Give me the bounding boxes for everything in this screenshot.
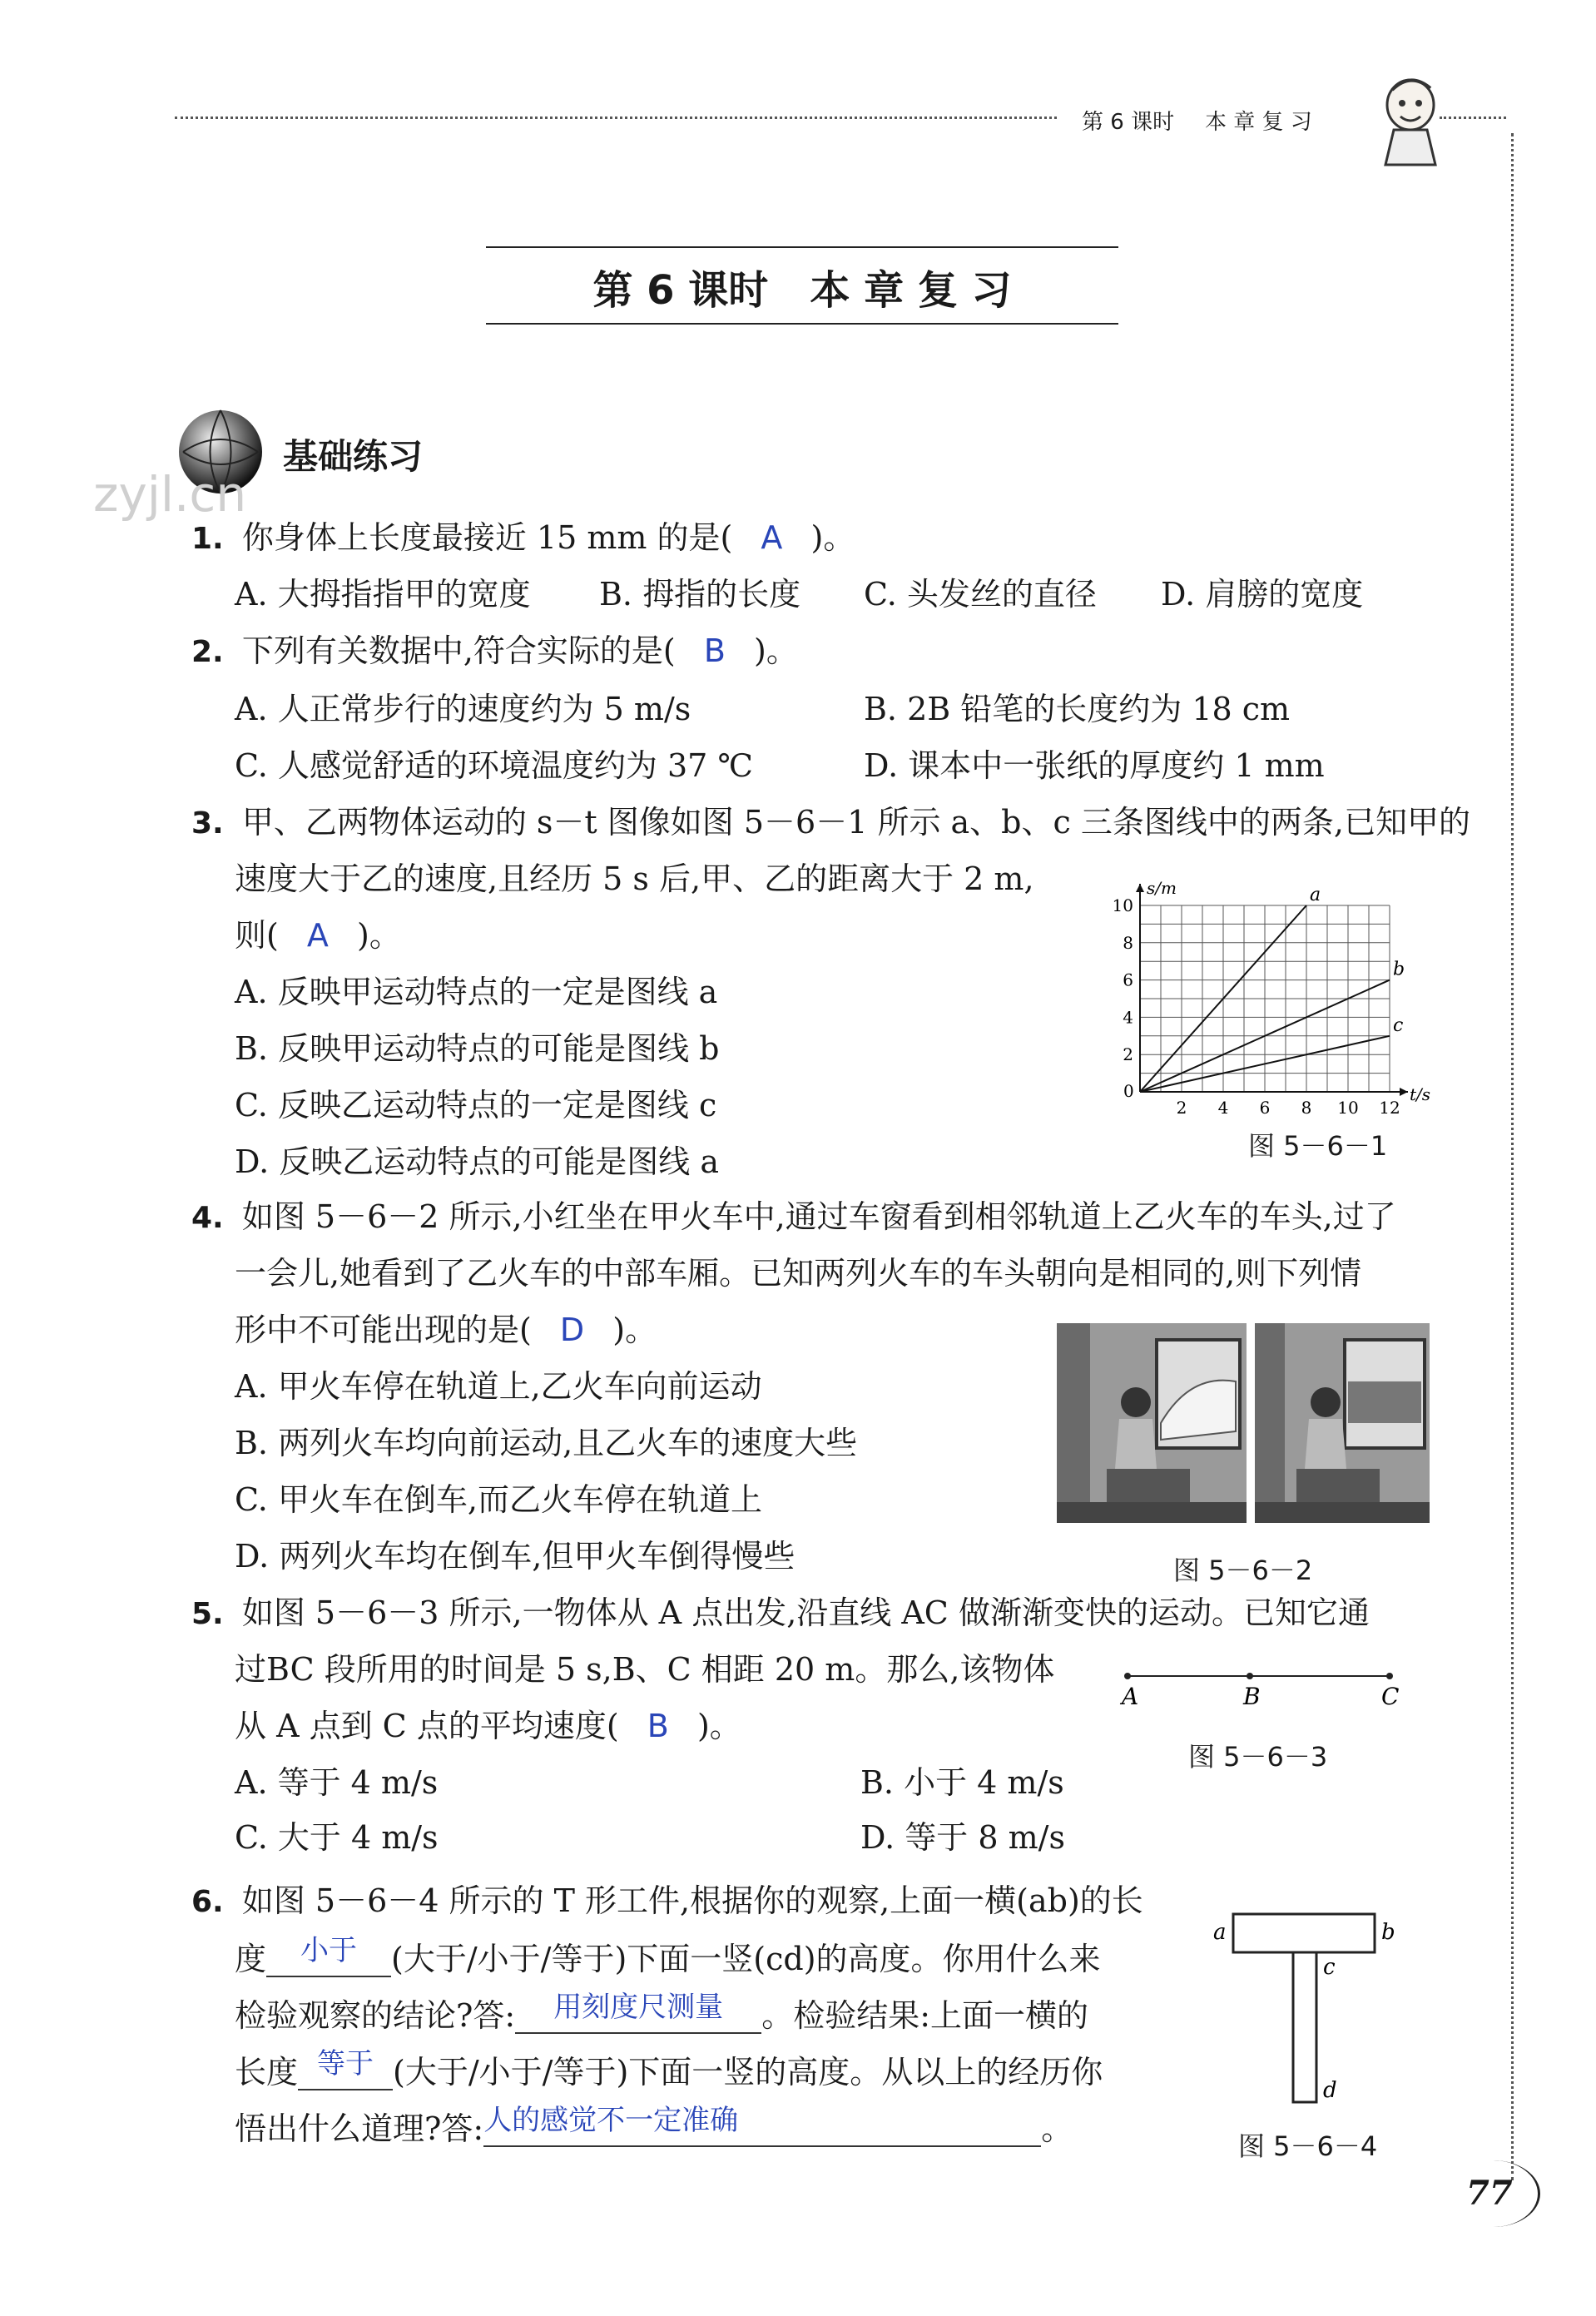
q3-line-1: [191, 804, 1470, 842]
q6-line-1: [191, 1882, 1143, 1921]
q6-answer-4: 人的感觉不一定准确: [483, 2104, 739, 2137]
q4-text-1: 如图 5－6－2 所示,小红坐在甲火车中,通过车窗看到相邻轨道上乙火车的车头,过了: [241, 1198, 1396, 1235]
x-tick-label: 8: [1301, 1098, 1312, 1115]
label-a: a: [1213, 1920, 1227, 1945]
label-c: c: [1323, 1955, 1336, 1980]
series-label-b: b: [1393, 959, 1405, 980]
q5-line-3: [235, 1708, 741, 1744]
q4-answer: D: [559, 1312, 585, 1348]
q2-option-b: B. 2B 铅笔的长度约为 18 cm: [864, 691, 1291, 727]
q6-blank-1: [266, 1934, 391, 1977]
q3-answer: A: [306, 917, 329, 954]
x-tick-label: 4: [1217, 1098, 1229, 1115]
watermark: zyjl.cn: [93, 466, 247, 523]
q1-option-c: C. 头发丝的直径: [864, 576, 1097, 612]
point-c-label: C: [1381, 1683, 1400, 1710]
header-topic: 本 章 复 习: [1205, 110, 1312, 135]
q6-text-5b: 。: [1041, 2110, 1073, 2147]
q4-option-a: A. 甲火车停在轨道上,乙火车向前运动: [235, 1368, 762, 1405]
train-window-photo-2: [1255, 1323, 1430, 1523]
q3-line-2: 速度大于乙的速度,且经历 5 s 后,甲、乙的距离大于 2 m,: [235, 860, 1034, 897]
mascot-icon: [1361, 65, 1460, 173]
q3-line-3: [235, 917, 401, 954]
page-title: 第 6 课时 本 章 复 习: [592, 267, 1012, 314]
q3-text-3b: )。: [357, 917, 401, 954]
q6-text-3b: 。检验结果:上面一横的: [761, 1997, 1088, 2034]
q6-answer-2: 用刻度尺测量: [553, 1991, 724, 2024]
right-margin-rule: [1511, 133, 1514, 2180]
q1-option-b: B. 拇指的长度: [599, 576, 801, 612]
q6-blank-2: [515, 1991, 761, 2034]
q4-line-1: [191, 1198, 1396, 1237]
section-title: 基础练习: [283, 436, 424, 477]
x-tick-label: 2: [1176, 1098, 1187, 1115]
q2-answer: B: [703, 632, 726, 669]
q2-option-a: A. 人正常步行的速度约为 5 m/s: [235, 691, 691, 727]
y-tick-label: 8: [1123, 932, 1133, 953]
point-a-label: A: [1122, 1683, 1139, 1710]
origin-label: 0: [1123, 1081, 1134, 1101]
q5-text-3a: 从 A 点到 C 点的平均速度(: [235, 1708, 619, 1744]
q1-answer: A: [761, 519, 783, 556]
y-axis-arrow: [1136, 884, 1144, 892]
q5-text-1: 如图 5－6－3 所示,一物体从 A 点出发,沿直线 AC 做渐渐变快的运动。已知它通: [241, 1594, 1370, 1631]
label-d: d: [1323, 2078, 1337, 2103]
q6-text-3a: 检验观察的结论?答:: [235, 1997, 516, 2034]
title-rule-top: [486, 246, 1118, 248]
st-graph-chart: [1098, 865, 1448, 1115]
q3-option-b: B. 反映甲运动特点的可能是图线 b: [235, 1030, 720, 1067]
q5-option-a: A. 等于 4 m/s: [235, 1764, 439, 1801]
q6-blank-4: [483, 2104, 1041, 2147]
q2-stem: [191, 632, 798, 671]
q2-option-c: C. 人感觉舒适的环境温度约为 37 ℃: [235, 747, 753, 784]
q3-option-a: A. 反映甲运动特点的一定是图线 a: [235, 974, 718, 1010]
q6-line-2: [235, 1934, 1101, 1977]
q2-option-d: D. 课本中一张纸的厚度约 1 mm: [864, 747, 1325, 784]
q3-option-d: D. 反映乙运动特点的可能是图线 a: [235, 1143, 720, 1180]
q5-answer: B: [647, 1708, 669, 1744]
q5-text-3b: )。: [696, 1708, 741, 1744]
point-b-label: B: [1243, 1683, 1261, 1710]
x-tick-label: 6: [1259, 1098, 1271, 1115]
q6-line-5: [235, 2104, 1073, 2147]
y-axis-label: s/m: [1147, 878, 1177, 898]
page-number: 77: [1466, 2174, 1513, 2213]
q4-text-3a: 形中不可能出现的是(: [235, 1312, 532, 1348]
q4-number: 4.: [191, 1201, 224, 1235]
q5-number: 5.: [191, 1597, 224, 1631]
fig-5-6-3-caption: 图 5－6－3: [1188, 1741, 1328, 1773]
y-tick-label: 6: [1123, 970, 1133, 990]
q6-text-2a: 度: [235, 1941, 267, 1977]
label-b: b: [1381, 1920, 1395, 1945]
q2-text-b: )。: [754, 632, 798, 669]
q1-option-d: D. 肩膀的宽度: [1161, 576, 1364, 612]
q4-option-d: D. 两列火车均在倒车,但甲火车倒得慢些: [235, 1538, 796, 1575]
q5-line-2: 过BC 段所用的时间是 5 s,B、C 相距 20 m。那么,该物体: [235, 1651, 1055, 1688]
fig-5-6-2-caption: 图 5－6－2: [1173, 1555, 1313, 1586]
q6-text-4b: (大于/小于/等于)下面一竖的高度。从以上的经历你: [393, 2054, 1103, 2090]
q6-blank-3: [298, 2047, 393, 2090]
q1-number: 1.: [191, 522, 224, 556]
t-shape-workpiece-figure: [1207, 1897, 1423, 2114]
title-rule-bottom: [486, 323, 1118, 325]
q4-line-3: [235, 1312, 657, 1348]
q2-number: 2.: [191, 635, 224, 669]
y-tick-label: 10: [1112, 895, 1133, 915]
q4-option-b: B. 两列火车均向前运动,且乙火车的速度大些: [235, 1425, 858, 1461]
fig-5-6-4-caption: 图 5－6－4: [1238, 2130, 1378, 2162]
q6-text-1: 如图 5－6－4 所示的 T 形工件,根据你的观察,上面一横(ab)的长: [241, 1882, 1143, 1919]
q3-number: 3.: [191, 806, 224, 841]
q1-text-b: )。: [810, 519, 855, 556]
q6-answer-1: 小于: [300, 1934, 358, 1967]
q3-option-c: C. 反映乙运动特点的一定是图线 c: [235, 1087, 717, 1123]
q6-text-2b: (大于/小于/等于)下面一竖(cd)的高度。你用什么来: [391, 1941, 1101, 1977]
q3-text-1: 甲、乙两物体运动的 s－t 图像如图 5－6－1 所示 a、b、c 三条图线中的两条,已知甲的: [241, 804, 1470, 841]
series-label-c: c: [1393, 1014, 1404, 1036]
q4-option-c: C. 甲火车在倒车,而乙火车停在轨道上: [235, 1481, 762, 1518]
y-tick-label: 2: [1123, 1044, 1133, 1065]
header-rule-left: [175, 117, 1057, 119]
q6-number: 6.: [191, 1885, 224, 1919]
fig-5-6-1-caption: 图 5－6－1: [1248, 1130, 1388, 1162]
q1-stem: [191, 519, 855, 558]
q2-text-a: 下列有关数据中,符合实际的是(: [241, 632, 676, 669]
train-window-photo-1: [1057, 1323, 1247, 1523]
x-axis-label: t/s: [1410, 1084, 1431, 1104]
q5-option-b: B. 小于 4 m/s: [860, 1764, 1064, 1801]
q5-option-c: C. 大于 4 m/s: [235, 1819, 439, 1856]
x-axis-arrow: [1400, 1088, 1408, 1096]
q4-line-2: 一会儿,她看到了乙火车的中部车厢。已知两列火车的车头朝向是相同的,则下列情: [235, 1255, 1362, 1292]
q1-option-a: A. 大拇指指甲的宽度: [235, 576, 531, 612]
series-label-a: a: [1310, 885, 1321, 905]
q6-line-4: [235, 2047, 1103, 2090]
q1-text-a: 你身体上长度最接近 15 mm 的是(: [241, 519, 733, 556]
q6-text-5a: 悟出什么道理?答:: [235, 2110, 484, 2147]
q5-line-1: [191, 1594, 1370, 1633]
segment-abc-figure: [1115, 1664, 1415, 1714]
q4-text-3b: )。: [612, 1312, 657, 1348]
x-tick-label: 12: [1379, 1098, 1400, 1115]
q6-answer-3: 等于: [317, 2047, 374, 2080]
header-lesson: 第 6 课时: [1082, 110, 1175, 135]
q6-line-3: [235, 1991, 1088, 2034]
q6-text-4a: 长度: [235, 2054, 299, 2090]
y-tick-label: 4: [1123, 1007, 1133, 1028]
q3-text-3a: 则(: [235, 917, 279, 954]
q5-option-d: D. 等于 8 m/s: [860, 1819, 1065, 1856]
x-tick-label: 10: [1337, 1098, 1359, 1115]
